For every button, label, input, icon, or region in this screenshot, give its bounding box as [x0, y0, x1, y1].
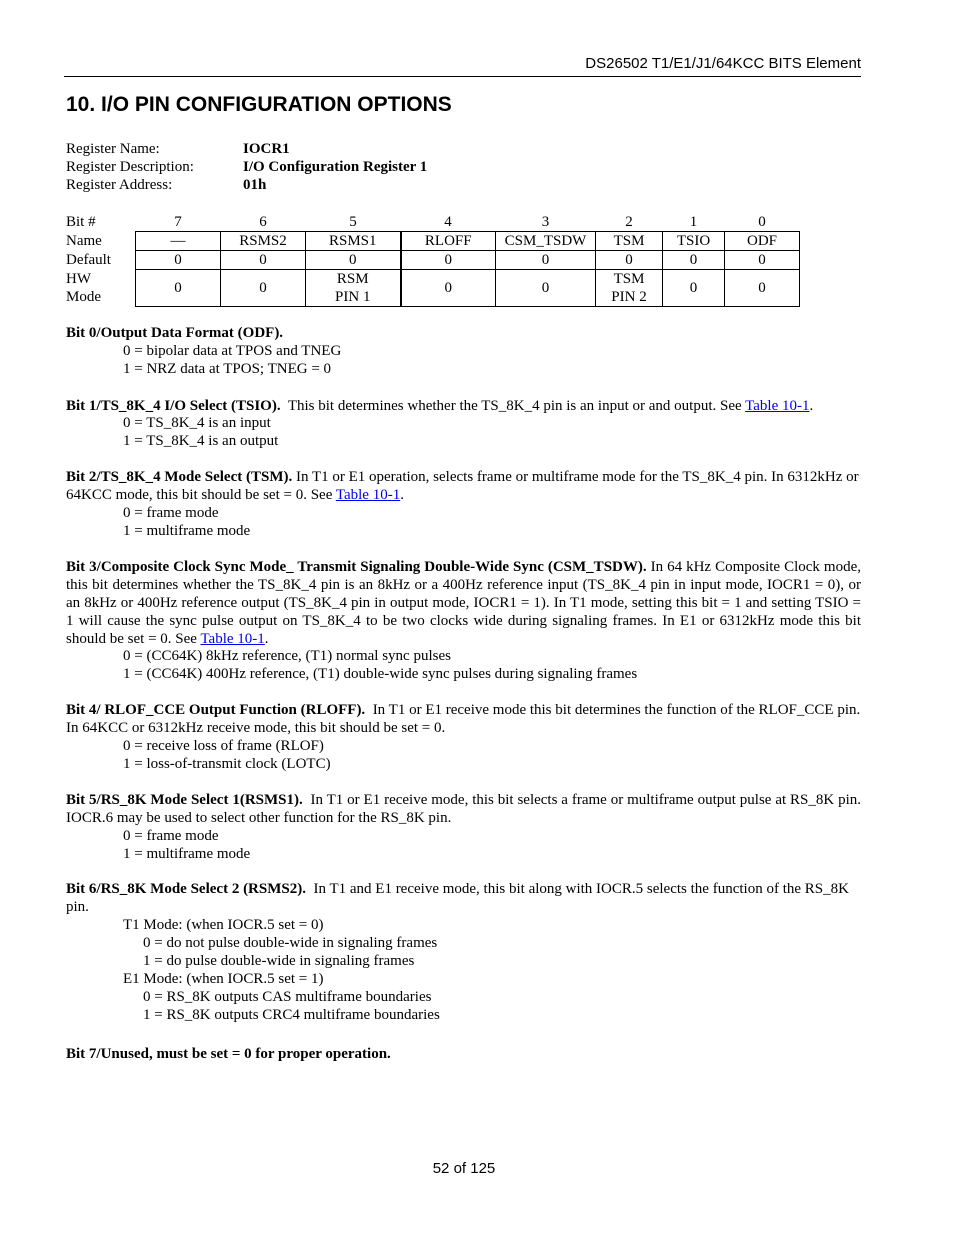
- bit1-title: Bit 1/TS_8K_4 I/O Select (TSIO).: [66, 398, 281, 414]
- bit3-paragraph: [66, 558, 861, 648]
- register-description-value: I/O Configuration Register 1: [243, 159, 428, 175]
- bit-name-cell: TSIO: [663, 232, 725, 251]
- bit1-paragraph: [66, 397, 861, 415]
- bit-number-row: [64, 212, 800, 232]
- bit-default-cell: 0: [596, 251, 663, 270]
- hw-mode-line: PIN 2: [611, 289, 647, 305]
- bit2-title: Bit 2/TS_8K_4 Mode Select (TSM).: [66, 469, 293, 485]
- bit5-option-0: 0 = frame mode: [123, 828, 219, 844]
- bit-default-cell: 0: [136, 251, 221, 270]
- bit6-title: Bit 6/RS_8K Mode Select 2 (RSMS2).: [66, 881, 306, 897]
- bit2-option-0: 0 = frame mode: [123, 505, 219, 521]
- bit3-after: .: [264, 631, 269, 647]
- register-address-value: 01h: [243, 177, 267, 193]
- bit6-e1-option-0: 0 = RS_8K outputs CAS multiframe boundaries: [143, 989, 432, 1005]
- bit1-option-0: 0 = TS_8K_4 is an input: [123, 415, 271, 431]
- bit-default-cell: 0: [401, 251, 496, 270]
- bit-hw-mode-cell: 0: [136, 270, 221, 307]
- bit-hw-mode-cell: [596, 270, 663, 307]
- register-description-label: Register Description:: [66, 159, 194, 175]
- table-10-1-link[interactable]: Table 10-1: [200, 631, 265, 647]
- bit-hw-mode-row: [64, 270, 800, 307]
- bit-name-cell: RSMS2: [221, 232, 306, 251]
- bit-name-cell: ODF: [725, 232, 800, 251]
- bit-default-cell: 0: [221, 251, 306, 270]
- bit1-after: .: [809, 398, 814, 414]
- page-number: 52 of 125: [432, 1160, 496, 1177]
- bit6-t1-option-1: 1 = do pulse double-wide in signaling frames: [143, 953, 415, 969]
- row-label-default: Default: [66, 252, 111, 268]
- bit5-paragraph: [66, 791, 861, 827]
- bit-name-cell: TSM: [596, 232, 663, 251]
- bit1-text: This bit determines whether the TS_8K_4 pin is an input or and output. See: [287, 398, 742, 414]
- bit-number-cell: 0: [758, 213, 766, 230]
- bit-default-cell: 0: [663, 251, 725, 270]
- register-name-value: IOCR1: [243, 141, 290, 157]
- bit4-paragraph: [66, 701, 861, 737]
- bit0-title: Bit 0/Output Data Format (ODF).: [66, 325, 284, 341]
- bit-hw-mode-cell: 0: [496, 270, 596, 307]
- bit3-text: In 64 kHz Composite Clock mode, this bit determines whether the TS_8K_4 pin is an 8kHz or a 400Hz reference input (TS_8K_4 pin in input mode, IOCR1 = 0), or an 8kHz or 400Hz reference output (TS_8K_4 pin in output mode, IOCR1 = 1). In T1 mode, setting this bit = 1 and setting TSIO = 1 will cause the sync pulse output on TS_8K_4 to be two clocks wide during signaling frames. In E1 or 6312kHz mode this bit should be set = 0. See: [66, 559, 861, 647]
- bit-number-cell: 6: [259, 213, 267, 230]
- row-label-bit: Bit #: [66, 213, 96, 230]
- bit3-option-1: 1 = (CC64K) 400Hz reference, (T1) double-wide sync pulses during signaling frames: [123, 666, 638, 682]
- register-bit-table: [64, 212, 800, 307]
- bit1-option-1: 1 = TS_8K_4 is an output: [123, 433, 279, 449]
- table-10-1-link[interactable]: Table 10-1: [335, 487, 401, 503]
- bit6-t1-option-0: 0 = do not pulse double-wide in signaling frames: [143, 935, 438, 951]
- hw-mode-line: TSM: [613, 271, 645, 287]
- bit-default-cell: 0: [496, 251, 596, 270]
- bit2-paragraph: [66, 468, 861, 504]
- bit2-option-1: 1 = multiframe mode: [123, 523, 251, 539]
- bit0-heading: [66, 324, 861, 342]
- document-header-title: DS26502 T1/E1/J1/64KCC BITS Element: [585, 55, 861, 72]
- bit5-option-1: 1 = multiframe mode: [123, 846, 251, 862]
- hw-mode-line: PIN 1: [335, 289, 371, 305]
- bit4-option-0: 0 = receive loss of frame (RLOF): [123, 738, 324, 754]
- bit6-text: In T1 and E1 receive mode, this bit along with IOCR.5 selects the function of the RS_8K pin.: [66, 881, 849, 915]
- hw-mode-line: RSM: [336, 271, 369, 287]
- bit-name-row: [64, 232, 800, 251]
- bit-hw-mode-cell: 0: [221, 270, 306, 307]
- bit6-e1-option-1: 1 = RS_8K outputs CRC4 multiframe boundaries: [143, 1007, 440, 1023]
- bit-number-cell: 3: [541, 213, 550, 230]
- bit-hw-mode-cell: 0: [401, 270, 496, 307]
- section-title: 10. I/O PIN CONFIGURATION OPTIONS: [66, 93, 452, 116]
- bit-name-cell: —: [136, 232, 221, 251]
- bit-default-row: [64, 251, 800, 270]
- bit2-text: In T1 or E1 operation, selects frame or multiframe mode for the TS_8K_4 pin. In 6312kHz or 64KCC mode, this bit should be set = 0. See: [66, 469, 859, 503]
- bit-name-cell: CSM_TSDW: [496, 232, 596, 251]
- bit-number-cell: 7: [174, 213, 182, 230]
- bit4-option-1: 1 = loss-of-transmit clock (LOTC): [123, 756, 331, 772]
- bit-number-cell: 1: [689, 213, 698, 230]
- bit-number-cell: 5: [349, 213, 357, 230]
- row-label-mode: Mode: [66, 289, 101, 305]
- bit5-text: In T1 or E1 receive mode, this bit selects a frame or multiframe output pulse at RS_8K pin. IOCR.6 may be used to select other function for the RS_8K pin.: [66, 792, 862, 826]
- bit-number-cell: 4: [444, 213, 452, 230]
- bit3-option-0: 0 = (CC64K) 8kHz reference, (T1) normal sync pulses: [123, 648, 451, 664]
- row-label-hw-mode: [64, 270, 136, 307]
- bit6-e1-mode: E1 Mode: (when IOCR.5 set = 1): [123, 971, 324, 987]
- register-name-label: Register Name:: [66, 141, 160, 157]
- bit2-after: .: [400, 487, 404, 503]
- row-label-hw: HW: [66, 271, 91, 287]
- bit6-paragraph: [66, 880, 861, 916]
- bit3-title: Bit 3/Composite Clock Sync Mode_ Transmit Signaling Double-Wide Sync (CSM_TSDW).: [66, 559, 647, 575]
- bit4-text: In T1 or E1 receive mode this bit determines the function of the RLOF_CCE pin. In 64KCC or 6312kHz receive mode, this bit should be set = 0.: [66, 702, 861, 736]
- header-rule: [64, 76, 861, 77]
- register-address-label: Register Address:: [66, 177, 173, 193]
- bit-default-cell: 0: [306, 251, 401, 270]
- bit-name-cell: RLOFF: [401, 232, 496, 251]
- bit6-t1-mode: T1 Mode: (when IOCR.5 set = 0): [123, 917, 324, 933]
- bit-hw-mode-cell: 0: [725, 270, 800, 307]
- table-10-1-link[interactable]: Table 10-1: [745, 398, 810, 414]
- bit5-title: Bit 5/RS_8K Mode Select 1(RSMS1).: [66, 792, 303, 808]
- bit7-heading: [66, 1045, 861, 1063]
- bit-hw-mode-cell: [306, 270, 401, 307]
- bit-default-cell: 0: [725, 251, 800, 270]
- bit4-title: Bit 4/ RLOF_CCE Output Function (RLOFF).: [66, 702, 366, 718]
- bit0-option-1: 1 = NRZ data at TPOS; TNEG = 0: [123, 361, 332, 377]
- row-label-name: Name: [66, 233, 102, 249]
- bit0-option-0: 0 = bipolar data at TPOS and TNEG: [123, 343, 342, 359]
- bit7-title: Bit 7/Unused, must be set = 0 for proper operation.: [66, 1046, 391, 1062]
- bit-hw-mode-cell: 0: [663, 270, 725, 307]
- bit-number-cell: 2: [625, 213, 633, 230]
- bit-name-cell: RSMS1: [306, 232, 401, 251]
